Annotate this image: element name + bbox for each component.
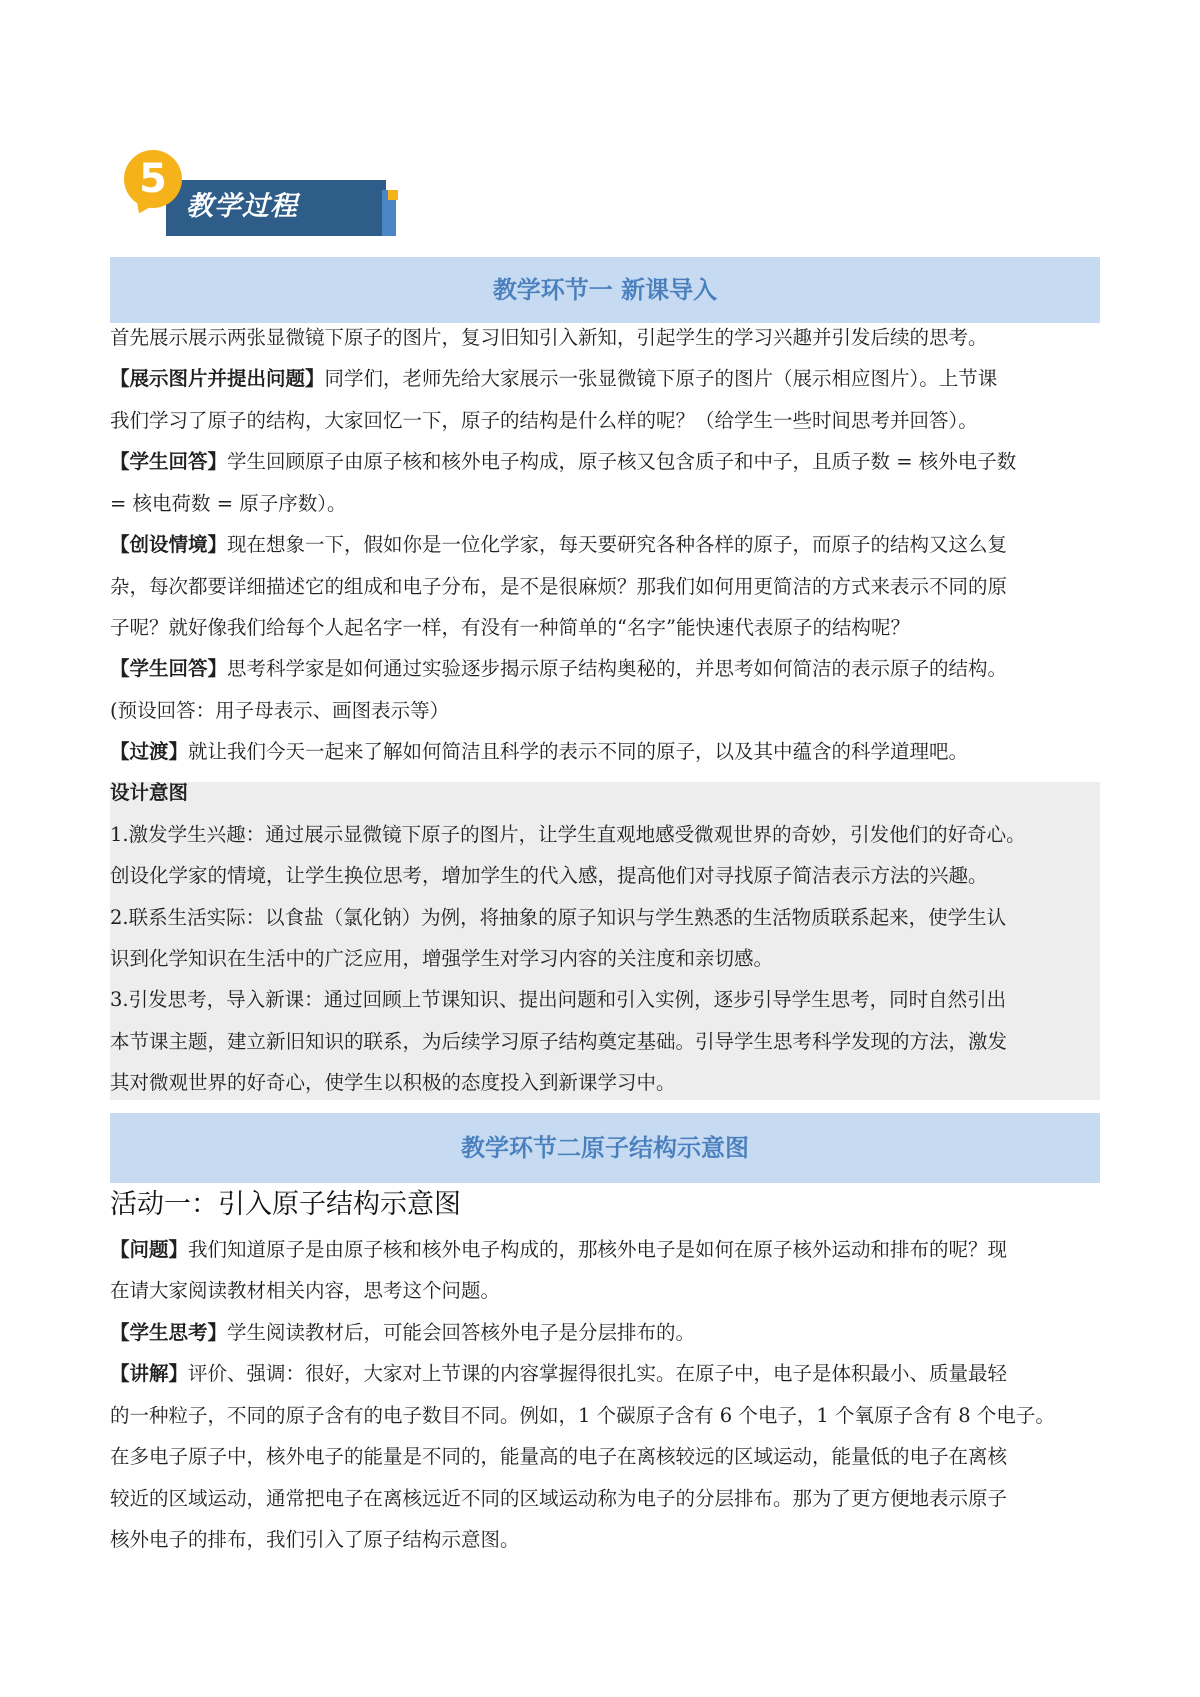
section-title: 教学过程 xyxy=(186,191,298,222)
design-intent-line: 3.引发思考，导入新课：通过回顾上节课知识、提出问题和引入实例，逐步引导学生思考，同时自然引出 xyxy=(110,988,1007,1011)
paragraph-question-line2: 在请大家阅读教材相关内容，思考这个问题。 xyxy=(110,1279,501,1302)
paragraph-text: 学生回顾原子由原子核和核外电子构成，原子核又包含质子和中子，且质子数 = 核外电子数 xyxy=(227,450,1017,473)
band-header-1: 教学环节一 新课导入 xyxy=(110,257,1100,323)
label-question: 【问题】 xyxy=(110,1238,189,1261)
design-intent-heading: 设计意图 xyxy=(110,781,189,804)
paragraph-show-image-line2: 我们学习了原子的结构，大家回忆一下，原子的结构是什么样的呢？（给学生一些时间思考并回答）。 xyxy=(110,409,978,432)
paragraph-scenario-line2: 杂，每次都要详细描述它的组成和电子分布，是不是很麻烦？那我们如何用更简洁的方式来表示不同的原 xyxy=(110,575,1008,598)
paragraph-text: 现在想象一下，假如你是一位化学家，每天要研究各种各样的原子，而原子的结构又这么复 xyxy=(227,533,1008,556)
paragraph-transition xyxy=(110,731,1110,773)
label-show-image: 【展示图片并提出问题】 xyxy=(110,367,325,390)
paragraph-explain-line1 xyxy=(110,1353,1110,1395)
design-intent-line: 本节课主题，建立新旧知识的联系，为后续学习原子结构奠定基础。引导学生思考科学发现的方法，激发 xyxy=(110,1030,1008,1053)
paragraph-student-think xyxy=(110,1312,1110,1354)
paragraph-explain-line3: 在多电子原子中，核外电子的能量是不同的，能量高的电子在离核较远的区域运动，能量低的电子在离核 xyxy=(110,1445,1008,1468)
paragraph-student-answer-line1 xyxy=(110,441,1110,483)
paragraph-explain-line4: 较近的区域运动，通常把电子在离核远近不同的区域运动称为电子的分层排布。那为了更方便地表示原子 xyxy=(110,1487,1008,1510)
design-intent-line: 识到化学知识在生活中的广泛应用，增强学生对学习内容的关注度和亲切感。 xyxy=(110,947,774,970)
paragraph-student-answer-line2: = 核电荷数 = 原子序数）。 xyxy=(110,492,347,515)
label-scenario: 【创设情境】 xyxy=(110,533,228,556)
activity-title: 活动一：引入原子结构示意图 xyxy=(110,1189,461,1220)
paragraph-text: 就让我们今天一起来了解如何简洁且科学的表示不同的原子，以及其中蕴含的科学道理吧。 xyxy=(188,740,969,763)
section-badge xyxy=(124,150,404,240)
paragraph-show-image-line1 xyxy=(110,358,1110,400)
design-intent-line: 1.激发学生兴趣：通过展示显微镜下原子的图片，让学生直观地感受微观世界的奇妙，引发他们的好奇心。 xyxy=(110,823,1026,846)
paragraph-text: 思考科学家是如何通过实验逐步揭示原子结构奥秘的，并思考如何简洁的表示原子的结构。 xyxy=(227,657,1008,680)
label-transition: 【过渡】 xyxy=(110,740,189,763)
paragraph-scenario-line1 xyxy=(110,524,1110,566)
intro-paragraph: 首先展示展示两张显微镜下原子的图片，复习旧知引入新知，引起学生的学习兴趣并引发后续的思考。 xyxy=(110,326,988,349)
paragraph-text: 同学们，老师先给大家展示一张显微镜下原子的图片（展示相应图片）。上节课 xyxy=(324,367,998,390)
label-student-answer-2: 【学生回答】 xyxy=(110,657,228,680)
paragraph-text: 学生阅读教材后，可能会回答核外电子是分层排布的。 xyxy=(227,1321,696,1344)
label-student-think: 【学生思考】 xyxy=(110,1321,228,1344)
section-corner-square xyxy=(388,190,398,200)
label-explain: 【讲解】 xyxy=(110,1362,189,1385)
paragraph-student-answer2-line2: (预设回答：用子母表示、画图表示等） xyxy=(110,699,450,722)
paragraph-student-answer2-line1 xyxy=(110,648,1110,690)
design-intent-line: 2.联系生活实际：以食盐（氯化钠）为例，将抽象的原子知识与学生熟悉的生活物质联系起来，使学生认 xyxy=(110,906,1007,929)
paragraph-scenario-line3: 子呢？就好像我们给每个人起名字一样，有没有一种简单的“名字”能快速代表原子的结构呢？ xyxy=(110,616,910,639)
paragraph-explain-line5: 核外电子的排布，我们引入了原子结构示意图。 xyxy=(110,1528,520,1551)
paragraph-question-line1 xyxy=(110,1229,1110,1271)
design-intent-line: 其对微观世界的好奇心，使学生以积极的态度投入到新课学习中。 xyxy=(110,1071,676,1094)
section-number: 5 xyxy=(124,150,182,208)
design-intent-line: 创设化学家的情境，让学生换位思考，增加学生的代入感，提高他们对寻找原子简洁表示方法的兴趣。 xyxy=(110,864,988,887)
paragraph-text: 我们知道原子是由原子核和核外电子构成的，那核外电子是如何在原子核外运动和排布的呢？现 xyxy=(188,1238,1008,1261)
paragraph-text: 评价、强调：很好，大家对上节课的内容掌握得很扎实。在原子中，电子是体积最小、质量最轻 xyxy=(188,1362,1008,1385)
paragraph-explain-line2: 的一种粒子，不同的原子含有的电子数目不同。例如，1 个碳原子含有 6 个电子，1 个氧原子含有 8 个电子。 xyxy=(110,1404,1055,1427)
label-student-answer: 【学生回答】 xyxy=(110,450,228,473)
band-header-2: 教学环节二原子结构示意图 xyxy=(110,1113,1100,1183)
